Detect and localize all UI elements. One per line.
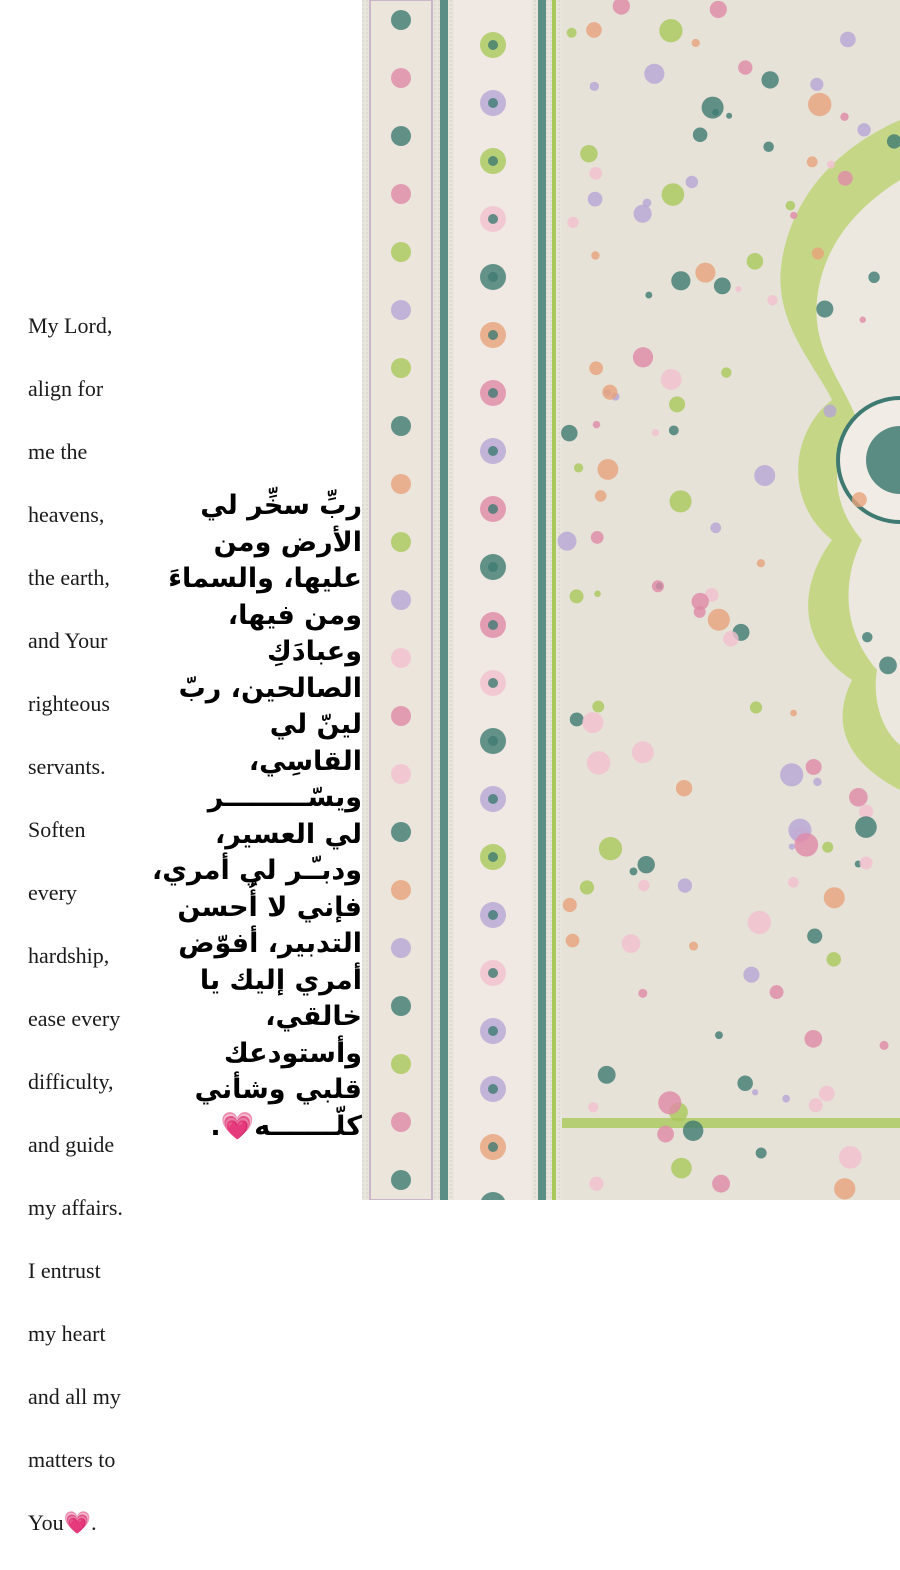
rug-flower	[599, 837, 622, 860]
rug-flower	[391, 706, 411, 726]
rug-flower	[754, 465, 775, 486]
rug-flower	[834, 1178, 855, 1199]
rug-flower	[795, 833, 819, 857]
rug-flower	[391, 1112, 411, 1132]
english-line: and all my	[28, 1383, 121, 1409]
rug-guard-stripe	[538, 0, 546, 1200]
rug-guard-stripe	[440, 0, 448, 1200]
english-line: matters to	[28, 1446, 116, 1472]
rug-flower	[391, 880, 411, 900]
english-line: ease every	[28, 1005, 121, 1031]
rug-flower	[862, 632, 872, 642]
rug-flower	[638, 856, 655, 873]
rug-flower	[789, 843, 795, 849]
rug-flower	[879, 657, 897, 675]
rug-flower	[669, 425, 679, 435]
rug-flower	[806, 759, 822, 775]
english-line: righteous	[28, 690, 110, 716]
rug-flower	[595, 490, 607, 502]
rug-flower	[840, 113, 848, 121]
rug-flower	[715, 1031, 723, 1039]
arabic-line: أمري إليك يا	[199, 964, 362, 996]
rug-flower	[391, 532, 411, 552]
rug-flower	[582, 712, 603, 733]
rug-flower	[738, 60, 752, 74]
rug-flower	[658, 1091, 681, 1114]
arabic-line: الأرض ومن	[213, 526, 362, 558]
rug-flower	[488, 504, 498, 514]
rug-flower	[750, 701, 762, 713]
rug-flower	[790, 212, 797, 219]
rug-flower	[391, 416, 411, 436]
rug-flower	[638, 880, 649, 891]
arabic-line: عليها، والسماءَ	[168, 563, 362, 594]
rug-flower	[761, 71, 778, 88]
rug-flower	[737, 1075, 753, 1091]
arabic-line: ومن فيها،	[227, 599, 362, 631]
rug-flower	[488, 1084, 498, 1094]
rug-flower	[710, 1, 727, 18]
rug-flower	[391, 822, 411, 842]
rug-flower	[633, 347, 653, 367]
arabic-line: خالقي،	[265, 1001, 362, 1032]
rug-flower	[855, 816, 877, 838]
rug-flower	[786, 201, 796, 211]
rug-flower	[840, 32, 856, 48]
rug-flower	[488, 40, 498, 50]
rug-flower	[652, 580, 664, 592]
rug-flower	[391, 300, 411, 320]
arabic-line: وأستودعك	[224, 1037, 362, 1069]
rug-flower	[643, 199, 652, 208]
rug-flower	[860, 856, 873, 869]
arabic-line: التدبير، أفوّض	[178, 928, 362, 959]
english-line: every	[28, 879, 77, 905]
rug-flower	[561, 425, 578, 442]
english-line: and guide	[28, 1131, 115, 1157]
rug-flower	[857, 123, 870, 136]
rug-flower	[676, 780, 692, 796]
rug-flower	[695, 263, 715, 283]
rug-flower	[819, 1086, 835, 1102]
rug-flower	[488, 968, 498, 978]
rug-flower	[391, 1054, 411, 1074]
arabic-line: ودبـّـر لي أمري،	[151, 855, 362, 886]
rug-flower	[586, 22, 602, 38]
arabic-line: القاسِي،	[248, 745, 362, 777]
rug-flower	[589, 1177, 603, 1191]
arabic-line: لي العسير،	[214, 818, 362, 850]
english-line: hardship,	[28, 942, 110, 968]
rug-flower	[657, 1126, 674, 1143]
rug-flower	[488, 388, 498, 398]
arabic-prayer-text	[150, 488, 362, 1145]
rug-flower	[752, 1089, 758, 1095]
rug-flower	[488, 272, 498, 282]
rug-flower	[589, 167, 602, 180]
rug-flower	[827, 161, 835, 169]
rug-flower	[488, 98, 498, 108]
rug-flower	[726, 113, 732, 119]
rug-flower	[838, 171, 853, 186]
rug-flower	[588, 1102, 598, 1112]
rug-flower	[661, 369, 682, 390]
english-line: my heart	[28, 1320, 106, 1346]
rug-flower	[813, 778, 821, 786]
rug-flower	[574, 463, 583, 472]
english-line: my affairs.	[28, 1194, 123, 1220]
rug-flower	[790, 710, 797, 717]
rug-flower	[852, 492, 867, 507]
english-line: difficulty,	[28, 1068, 114, 1094]
rug-flower	[723, 631, 739, 647]
rug-flower	[488, 562, 498, 572]
rug-flower	[826, 952, 840, 966]
english-line: You💗.	[28, 1509, 97, 1535]
rug-flower	[598, 1066, 616, 1084]
rug-flower	[702, 97, 724, 119]
rug-flower	[391, 938, 411, 958]
rug-flower	[391, 242, 411, 262]
rug-flower	[563, 898, 577, 912]
rug-flower	[810, 78, 823, 91]
rug-flower	[824, 887, 845, 908]
rug-flower	[770, 985, 784, 999]
rug-flower	[747, 253, 764, 270]
rug-flower	[391, 996, 411, 1016]
rug-flower	[391, 68, 411, 88]
rug-flower	[630, 867, 638, 875]
rug-flower	[488, 446, 498, 456]
rug-flower	[597, 459, 618, 480]
arabic-line: كلّـــــــه💗.	[210, 1110, 362, 1142]
arabic-line: ربِّ سخِّر لي	[200, 490, 362, 521]
arabic-line: ويسّـــــــــر	[207, 782, 362, 813]
rug-flower	[692, 593, 709, 610]
rug-flower	[391, 184, 411, 204]
rug-flower	[488, 1142, 498, 1152]
rug-flower	[391, 648, 411, 668]
rug-flower	[812, 247, 824, 259]
rug-flower	[683, 1120, 703, 1140]
rug-flower	[488, 852, 498, 862]
rug-flower	[712, 1175, 730, 1193]
rug-flower	[391, 358, 411, 378]
rug-flower	[567, 217, 578, 228]
rug-flower	[391, 474, 411, 494]
rug-bottom-band	[562, 1118, 900, 1128]
rug-flower	[488, 736, 498, 746]
rug-flower	[670, 490, 692, 512]
rug-flower	[591, 251, 599, 259]
rug-inner-line	[552, 0, 556, 1200]
arabic-line: لينّ لي	[269, 709, 362, 740]
rug-flower	[767, 295, 777, 305]
arabic-line: الصالحين، ربّ	[178, 672, 362, 704]
arabic-line: وعبادَكِ	[267, 636, 362, 667]
rug-flower	[756, 1148, 767, 1159]
rug-flower	[809, 1098, 823, 1112]
rug-flower	[593, 421, 600, 428]
rug-flower	[652, 429, 659, 436]
rug-flower	[735, 286, 741, 292]
watermark	[365, 200, 379, 280]
english-prayer-text	[28, 278, 153, 1570]
rug-flower	[686, 176, 698, 188]
rug-flower	[780, 763, 803, 786]
rug-flower	[570, 589, 584, 603]
english-line: the earth,	[28, 564, 110, 590]
rug-flower	[588, 192, 603, 207]
rug-flower	[488, 1026, 498, 1036]
rug-flower	[488, 678, 498, 688]
rug-flower	[824, 404, 837, 417]
arabic-line: فإني لا أُحسن	[177, 891, 362, 923]
rug-flower	[488, 794, 498, 804]
arabic-line: قلبي وشأني	[194, 1074, 362, 1105]
english-line: align for	[28, 375, 104, 401]
rug-flower	[880, 1041, 889, 1050]
rug-flower	[757, 559, 765, 567]
rug-flower	[622, 934, 641, 953]
rug-flower	[594, 591, 601, 598]
rug-flower	[567, 28, 577, 38]
rug-flower	[591, 531, 604, 544]
rug-flower	[692, 39, 700, 47]
rug-flower	[580, 145, 597, 162]
rug-flower	[804, 1030, 822, 1048]
rug-flower	[689, 941, 698, 950]
rug-flower	[488, 620, 498, 630]
rug-flower	[714, 277, 731, 294]
rug-flower	[391, 590, 411, 610]
english-line: and Your	[28, 627, 108, 653]
rug-flower	[592, 701, 604, 713]
rug-flower	[839, 1146, 862, 1169]
rug-flower	[782, 1095, 790, 1103]
rug-flower	[634, 205, 652, 223]
rug-pattern	[362, 0, 900, 1200]
rug-flower	[488, 330, 498, 340]
rug-flower	[849, 788, 868, 807]
english-line: me the	[28, 438, 88, 464]
rug-flower	[693, 127, 708, 142]
rug-flower	[589, 361, 603, 375]
rug-flower	[570, 713, 584, 727]
rug-flower	[644, 64, 664, 84]
rug-flower	[638, 989, 647, 998]
rug-flower	[488, 910, 498, 920]
rug-flower	[488, 214, 498, 224]
english-line: I entrust	[28, 1257, 101, 1283]
rug-flower	[590, 82, 599, 91]
rug-flower	[788, 877, 799, 888]
rug-flower	[678, 878, 692, 892]
rug-flower	[868, 272, 879, 283]
rug-flower	[743, 967, 759, 983]
rug-flower	[580, 880, 594, 894]
rug-flower	[671, 271, 690, 290]
persian-rug-image	[362, 0, 900, 1200]
rug-flower	[748, 911, 771, 934]
rug-flower	[391, 126, 411, 146]
rug-flower	[662, 183, 685, 206]
english-line: My Lord,	[28, 312, 113, 338]
rug-flower	[566, 934, 580, 948]
rug-flower	[807, 929, 822, 944]
rug-flower	[860, 316, 866, 322]
rug-flower	[808, 93, 831, 116]
rug-flower	[763, 141, 774, 152]
rug-flower	[671, 1158, 692, 1179]
english-line: servants.	[28, 753, 106, 779]
rug-flower	[807, 156, 818, 167]
rug-flower	[816, 301, 833, 318]
rug-flower	[721, 367, 731, 377]
rug-flower	[669, 396, 685, 412]
rug-flower	[587, 751, 611, 775]
rug-flower	[557, 532, 576, 551]
rug-flower	[632, 741, 654, 763]
text-panel	[0, 0, 362, 1535]
rug-flower	[645, 292, 652, 299]
rug-flower	[602, 385, 617, 400]
rug-flower	[488, 156, 498, 166]
rug-flower	[710, 522, 721, 533]
rug-flower	[391, 1170, 411, 1190]
rug-flower	[391, 764, 411, 784]
rug-flower	[822, 842, 833, 853]
english-line: Soften	[28, 816, 86, 842]
rug-flower	[391, 10, 411, 30]
rug-flower	[659, 19, 682, 42]
rug-flower	[708, 609, 730, 631]
english-line: heavens,	[28, 501, 105, 527]
